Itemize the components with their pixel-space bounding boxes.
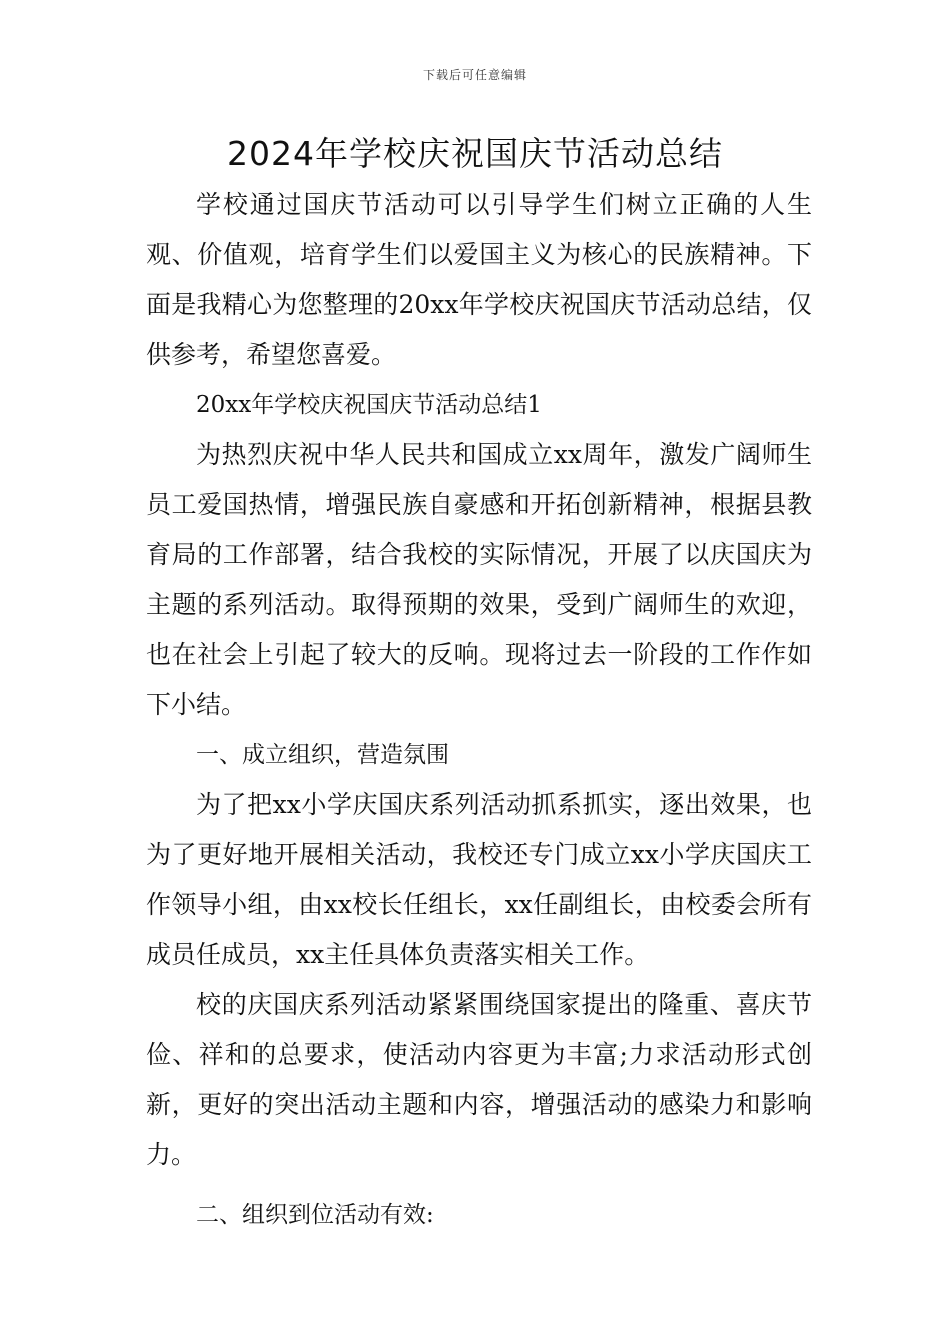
body-paragraph: 为热烈庆祝中华人民共和国成立xx周年，激发广阔师生员工爱国热情，增强民族自豪感和开拓创新精神，根据县教育局的工作部署，结合我校的实际情况，开展了以庆国庆为主题的系列活动。取得预期的效果，受到广阔师生的欢迎，也在社会上引起了较大的反响。现将过去一阶段的工作作如下小结。 — [146, 440, 812, 719]
document-title: 2024年学校庆祝国庆节活动总结 — [227, 134, 723, 173]
section-heading: 二、组织到位活动有效: — [196, 1202, 434, 1228]
subtitle-heading: 20xx年学校庆祝国庆节活动总结1 — [196, 392, 542, 418]
intro-paragraph: 学校通过国庆节活动可以引导学生们树立正确的人生观、价值观，培育学生们以爱国主义为核心的民族精神。下面是我精心为您整理的20xx年学校庆祝国庆节活动总结，仅供参考，希望您喜爱。 — [146, 190, 812, 369]
body-paragraph: 校的庆国庆系列活动紧紧围绕国家提出的隆重、喜庆节俭、祥和的总要求，使活动内容更为丰富;力求活动形式创新，更好的突出活动主题和内容，增强活动的感染力和影响力。 — [146, 990, 812, 1169]
page-header-note: 下载后可任意编辑 — [422, 68, 527, 82]
document-body — [146, 180, 812, 1240]
section-heading: 一、成立组织，营造氛围 — [196, 742, 449, 768]
body-paragraph: 为了把xx小学庆国庆系列活动抓系抓实，逐出效果，也为了更好地开展相关活动，我校还专门成立xx小学庆国庆工作领导小组，由xx校长任组长，xx任副组长，由校委会所有成员任成员，xx主任具体负责落实相关工作。 — [146, 790, 812, 969]
